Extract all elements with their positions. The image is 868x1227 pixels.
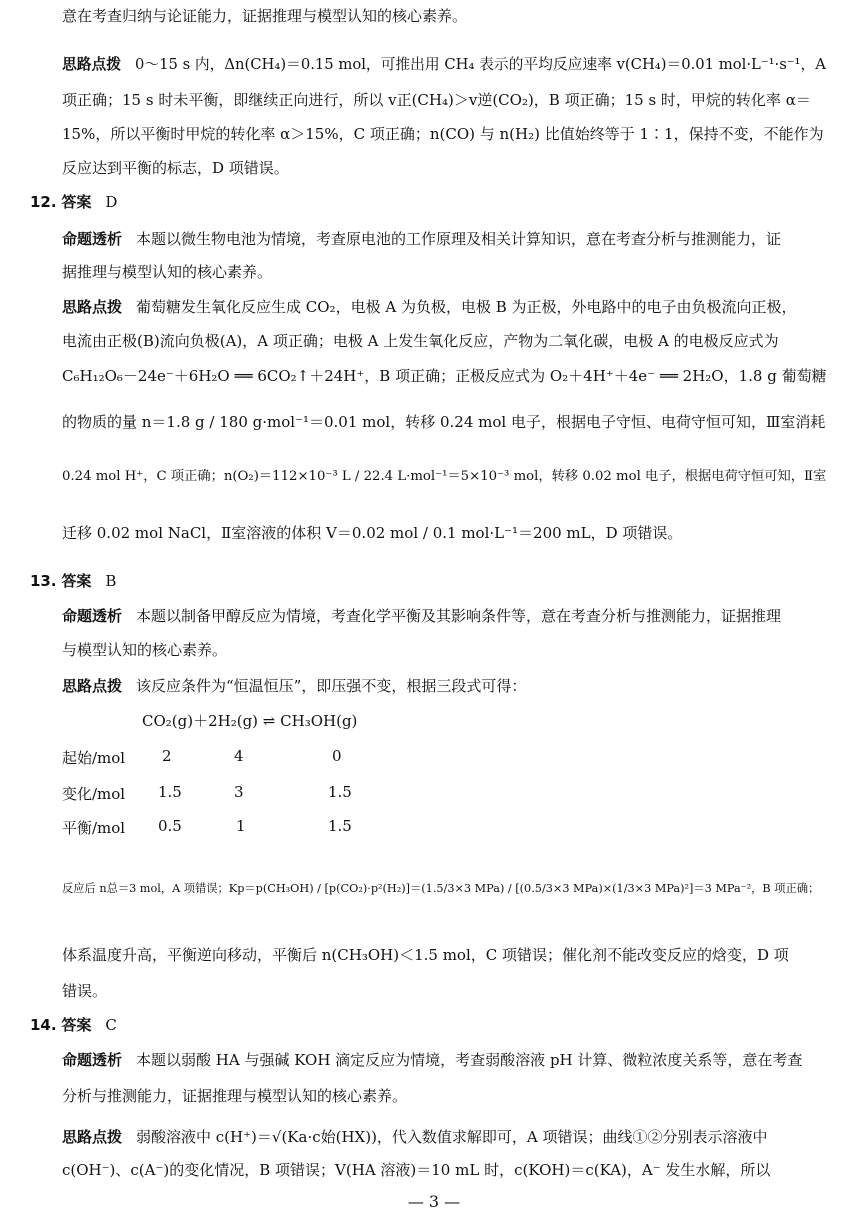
text-line (62, 55, 834, 75)
reaction-equation (142, 711, 834, 731)
text-line (62, 523, 834, 543)
text-line (62, 1050, 834, 1070)
line-text: 与模型认知的核心素养。 (62, 641, 228, 659)
text-line (62, 158, 834, 178)
text-line (62, 366, 834, 386)
line-text: c(OH⁻)、c(A⁻)的变化情况，B 项错误；V(HA 溶液)＝10 mL 时，c(KOH)＝c(KA)，A⁻ 发生水解，所以 (62, 1161, 771, 1179)
line-text: 错误。 (62, 982, 108, 1000)
text-line (62, 467, 834, 487)
row-label: 起始/mol (62, 749, 126, 767)
text-line (62, 90, 834, 110)
line-text: 本题以弱酸 HA 与强碱 KOH 滴定反应为情境，考查弱酸溶液 pH 计算、微粒浓度关系等，意在考查 (136, 1051, 803, 1069)
text-line (62, 331, 834, 351)
section-label: 思路点拨 (62, 677, 123, 695)
cell-h2: 1 (236, 817, 246, 835)
line-text: 的物质的量 n＝1.8 g / 180 g·mol⁻¹＝0.01 mol，转移 0.24 mol 电子，根据电子守恒、电荷守恒可知，Ⅲ室消耗 (62, 413, 826, 431)
text-line (62, 124, 834, 144)
text-line (62, 676, 834, 696)
cell-ch3oh: 1.5 (328, 817, 352, 835)
line-text: 体系温度升高，平衡逆向移动，平衡后 n(CH₃OH)＜1.5 mol，C 项错误；催化剂不能改变反应的焓变，D 项 (62, 946, 789, 964)
text-line (62, 1127, 834, 1147)
section-label: 思路点拨 (62, 298, 123, 316)
text-line (62, 297, 834, 317)
line-text: 反应达到平衡的标志，D 项错误。 (62, 159, 289, 177)
text-line (62, 945, 834, 965)
line-text: 葡萄糖发生氧化反应生成 CO₂，电极 A 为负极，电极 B 为正极，外电路中的电子由负极流向正极， (136, 298, 797, 316)
answer-label: 答案 (61, 193, 92, 211)
line-text: 迁移 0.02 mol NaCl，Ⅱ室溶液的体积 V＝0.02 mol / 0.1 mol·L⁻¹＝200 mL，D 项错误。 (62, 524, 683, 542)
cell-h2: 3 (234, 783, 244, 801)
text-line (62, 1160, 834, 1180)
question-number: 14. (30, 1016, 57, 1034)
three-stage-row (62, 747, 482, 767)
section-label: 思路点拨 (62, 56, 121, 73)
text-line (62, 1086, 834, 1106)
question-number: 13. (30, 572, 57, 590)
line-text: 本题以微生物电池为情境，考查原电池的工作原理及相关计算知识，意在考查分析与推测能力，证 (136, 230, 782, 248)
equation-text: CO₂(g)＋2H₂(g) ⇌ CH₃OH(g) (142, 712, 358, 730)
line-text: 本题以制备甲醇反应为情境，考查化学平衡及其影响条件等，意在考查分析与推测能力，证据推理 (136, 607, 782, 625)
cell-h2: 4 (234, 747, 244, 765)
section-label: 命题透析 (62, 230, 123, 248)
cell-ch3oh: 0 (332, 747, 342, 765)
text-line (62, 412, 834, 432)
text-line (62, 879, 834, 899)
three-stage-row (62, 817, 482, 837)
line-text: 意在考查归纳与论证能力，证据推理与模型认知的核心素养。 (62, 7, 468, 25)
answer-value: C (105, 1016, 117, 1034)
section-label: 命题透析 (62, 607, 123, 625)
line-text: 项正确；15 s 时未平衡，即继续正向进行，所以 v正(CH₄)＞v逆(CO₂)，B 项正确；15 s 时，甲烷的转化率 α＝ (62, 91, 811, 109)
answer-value: B (105, 572, 117, 590)
cell-co2: 1.5 (158, 783, 182, 801)
answer-label: 答案 (61, 1016, 92, 1034)
line-text: 分析与推测能力，证据推理与模型认知的核心素养。 (62, 1087, 408, 1105)
text-line (62, 262, 834, 282)
line-text: 该反应条件为“恒温恒压”，即压强不变，根据三段式可得： (136, 677, 527, 695)
line-text: 反应后 n总＝3 mol，A 项错误；Kp＝p(CH₃OH) / [p(CO₂)·p²(H₂)]＝(1.5/3×3 MPa) / [(0.5/3×3 MPa)×(1/3×3 MPa)²]＝3 MPa⁻²，B 项正确； (62, 882, 820, 895)
row-label: 变化/mol (62, 785, 126, 803)
line-text: 0～15 s 内，Δn(CH₄)＝0.15 mol，可推出用 CH₄ 表示的平均反应速率 v(CH₄)＝0.01 mol·L⁻¹·s⁻¹，A (135, 56, 826, 73)
text-line (62, 606, 834, 626)
cell-co2: 2 (162, 747, 172, 765)
section-label: 命题透析 (62, 1051, 123, 1069)
line-text: 据推理与模型认知的核心素养。 (62, 263, 273, 281)
line-text: 0.24 mol H⁺，C 项正确；n(O₂)＝112×10⁻³ L / 22.4 L·mol⁻¹＝5×10⁻³ mol，转移 0.02 mol 电子，根据电荷守恒可知，Ⅱ室 (62, 469, 827, 484)
answer-value: D (105, 193, 118, 211)
question-header-14 (30, 1015, 834, 1035)
text-line (62, 640, 834, 660)
question-header-12 (30, 192, 834, 212)
text-line (62, 229, 834, 249)
line-text: 电流由正极(B)流向负极(A)，A 项正确；电极 A 上发生氧化反应，产物为二氧化碳，电极 A 的电极反应式为 (62, 332, 779, 350)
row-label: 平衡/mol (62, 819, 126, 837)
question-number: 12. (30, 193, 57, 211)
section-label: 思路点拨 (62, 1128, 123, 1146)
line-text: 弱酸溶液中 c(H⁺)＝√(Ka·c始(HX))，代入数值求解即可，A 项错误；曲线①②分别表示溶液中 (136, 1128, 768, 1146)
text-line (62, 6, 834, 26)
text-line (62, 981, 834, 1001)
cell-ch3oh: 1.5 (328, 783, 352, 801)
cell-co2: 0.5 (158, 817, 182, 835)
three-stage-row (62, 783, 482, 803)
answer-label: 答案 (61, 572, 92, 590)
question-header-13 (30, 571, 834, 591)
line-text: 15%，所以平衡时甲烷的转化率 α＞15%，C 项正确；n(CO) 与 n(H₂) 比值始终等于 1∶1，保持不变，不能作为 (62, 125, 824, 143)
page-number: — 3 — (407, 1192, 461, 1211)
line-text: C₆H₁₂O₆－24e⁻＋6H₂O ══ 6CO₂↑＋24H⁺，B 项正确；正极反应式为 O₂＋4H⁺＋4e⁻ ══ 2H₂O，1.8 g 葡萄糖 (62, 367, 827, 385)
